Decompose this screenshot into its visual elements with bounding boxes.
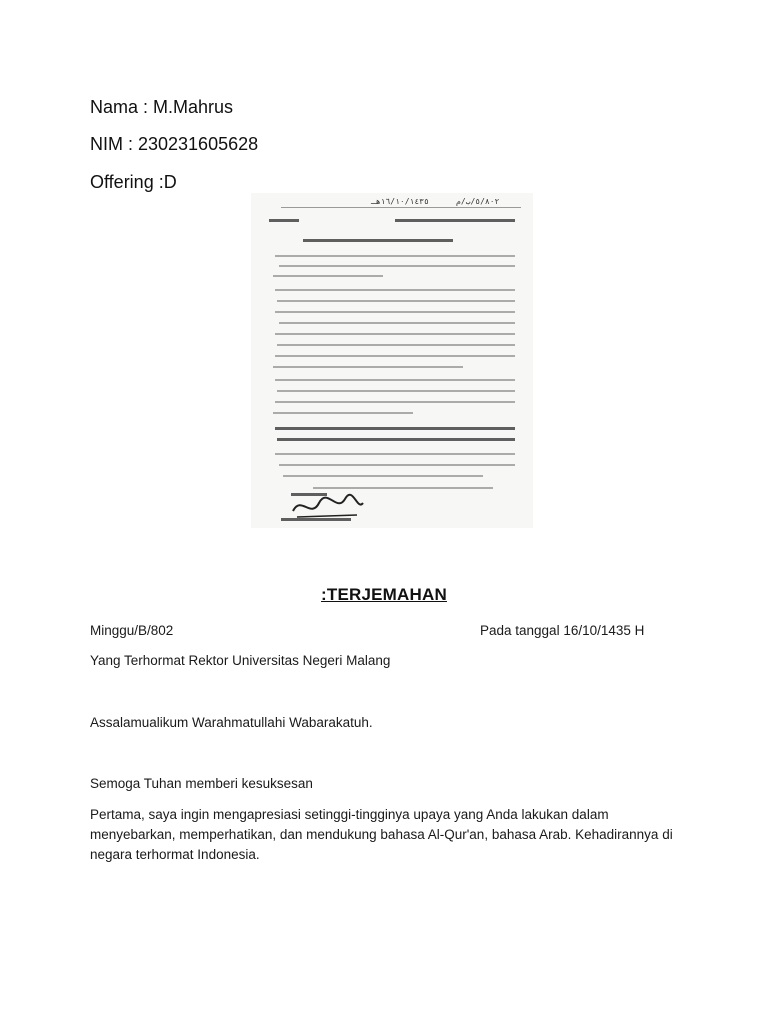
letter-date: ١٦/١٠/١٤٣٥هـ bbox=[371, 197, 429, 206]
body-paragraph: Pertama, saya ingin mengapresiasi setinggi-tingginya upaya yang Anda lakukan dalam menyebarkan, memperhatikan, dan mendukung bahasa Al-Qur'an, bahasa Arab. Kehadirannya di negara terhormat Indonesia. bbox=[90, 807, 673, 862]
addressee: Yang Terhormat Rektor Universitas Negeri Malang bbox=[90, 653, 391, 668]
greeting: Assalamualikum Warahmatullahi Wabarakatuh. bbox=[90, 715, 373, 730]
wish-line: Semoga Tuhan memberi kesuksesan bbox=[90, 776, 313, 791]
letter-date-translation: Pada tanggal 16/10/1435 H bbox=[480, 623, 645, 638]
translation-heading: :TERJEMAHAN bbox=[321, 585, 447, 604]
student-nim: NIM : 230231605628 bbox=[90, 134, 259, 154]
student-name: Nama : M.Mahrus bbox=[90, 97, 234, 117]
letter-number: ٥/٨٠٢/ب/م bbox=[456, 197, 500, 206]
student-offering: Offering :D bbox=[90, 172, 177, 192]
letter-reference: Minggu/B/802 bbox=[90, 623, 174, 638]
scanned-arabic-letter bbox=[251, 193, 533, 528]
